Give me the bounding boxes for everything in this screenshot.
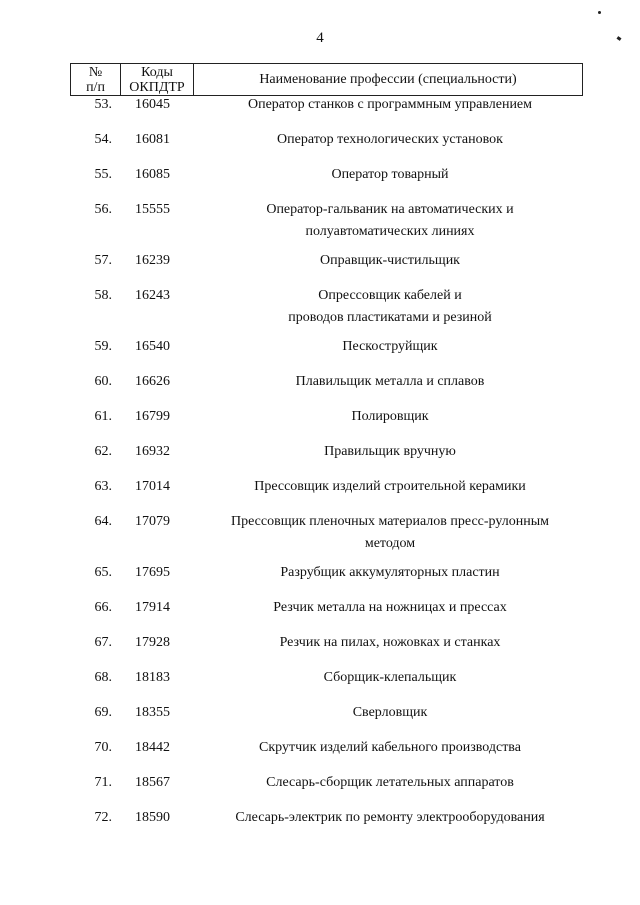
row-code: 16085 [135,167,170,182]
header-code: Коды ОКПДТР [121,64,194,95]
table-row [0,250,640,285]
table-row [0,737,640,772]
row-code: 16540 [135,339,170,354]
table-row [0,336,640,371]
table-row [0,199,640,250]
row-profession-name: Плавильщик металла и сплавов [295,374,485,389]
row-profession-name: Правильщик вручную [324,444,456,459]
row-number: 68. [94,670,112,685]
row-number: 72. [94,810,112,825]
row-profession-name: Скрутчик изделий кабельного производства [259,740,521,755]
row-code: 17079 [135,514,170,529]
row-code: 18442 [135,740,170,755]
table-header [70,63,583,96]
row-profession-name: Сборщик-клепальщик [323,670,457,685]
scan-speck [598,11,601,14]
row-number: 60. [94,374,112,389]
row-code: 16045 [135,97,170,112]
row-profession-name: Резчик на пилах, ножовках и станках [279,635,501,650]
row-profession-name: Резчик металла на ножницах и прессах [273,600,507,615]
table-row [0,772,640,807]
table-row [0,807,640,842]
row-number: 53. [94,97,112,112]
table-row [0,511,640,562]
table-row [0,285,640,336]
row-number: 71. [94,775,112,790]
table-row [0,94,640,129]
row-number: 70. [94,740,112,755]
row-code: 17914 [135,600,170,615]
header-number: № п/п [71,64,121,95]
table-row [0,406,640,441]
row-code: 16626 [135,374,170,389]
row-code: 16239 [135,253,170,268]
table-row [0,441,640,476]
row-number: 58. [94,288,112,303]
row-number: 69. [94,705,112,720]
row-profession-name: Сверловщик [352,705,428,720]
row-code: 16081 [135,132,170,147]
table-row [0,476,640,511]
table-row [0,632,640,667]
table-row [0,129,640,164]
row-code: 18590 [135,810,170,825]
row-profession-name: Разрубщик аккумуляторных пластин [280,565,500,580]
row-profession-name: Опрессовщик кабелей и проводов пластикатами и резиной [288,288,492,325]
page-number: 4 [316,30,324,46]
row-number: 64. [94,514,112,529]
row-profession-name: Прессовщик изделий строительной керамики [254,479,526,494]
row-profession-name: Оператор товарный [331,167,449,182]
row-number: 66. [94,600,112,615]
table-body [0,94,640,842]
row-code: 18567 [135,775,170,790]
row-code: 18355 [135,705,170,720]
row-code: 17928 [135,635,170,650]
row-number: 55. [94,167,112,182]
row-code: 16243 [135,288,170,303]
row-profession-name: Слесарь-электрик по ремонту электрооборудования [235,810,545,825]
row-number: 65. [94,565,112,580]
row-profession-name: Оператор-гальваник на автоматических и полуавтоматических линиях [266,202,514,239]
row-code: 15555 [135,202,170,217]
row-number: 59. [94,339,112,354]
row-profession-name: Оператор технологических установок [277,132,503,147]
row-profession-name: Оператор станков с программным управлением [247,97,533,112]
row-profession-name: Оправщик-чистильщик [320,253,460,268]
row-number: 62. [94,444,112,459]
row-number: 61. [94,409,112,424]
row-number: 67. [94,635,112,650]
row-code: 18183 [135,670,170,685]
row-code: 17014 [135,479,170,494]
table-row [0,164,640,199]
table-row [0,667,640,702]
row-code: 16932 [135,444,170,459]
row-code: 17695 [135,565,170,580]
row-number: 63. [94,479,112,494]
row-profession-name: Пескоструйщик [342,339,438,354]
row-code: 16799 [135,409,170,424]
row-number: 56. [94,202,112,217]
row-profession-name: Слесарь-сборщик летательных аппаратов [266,775,514,790]
row-profession-name: Полировщик [351,409,429,424]
row-number: 57. [94,253,112,268]
header-name: Наименование профессии (специальности) [259,72,517,87]
table-row [0,702,640,737]
table-row [0,562,640,597]
table-row [0,597,640,632]
table-row [0,371,640,406]
row-number: 54. [94,132,112,147]
row-profession-name: Прессовщик пленочных материалов пресс-рулонным методом [230,514,549,551]
